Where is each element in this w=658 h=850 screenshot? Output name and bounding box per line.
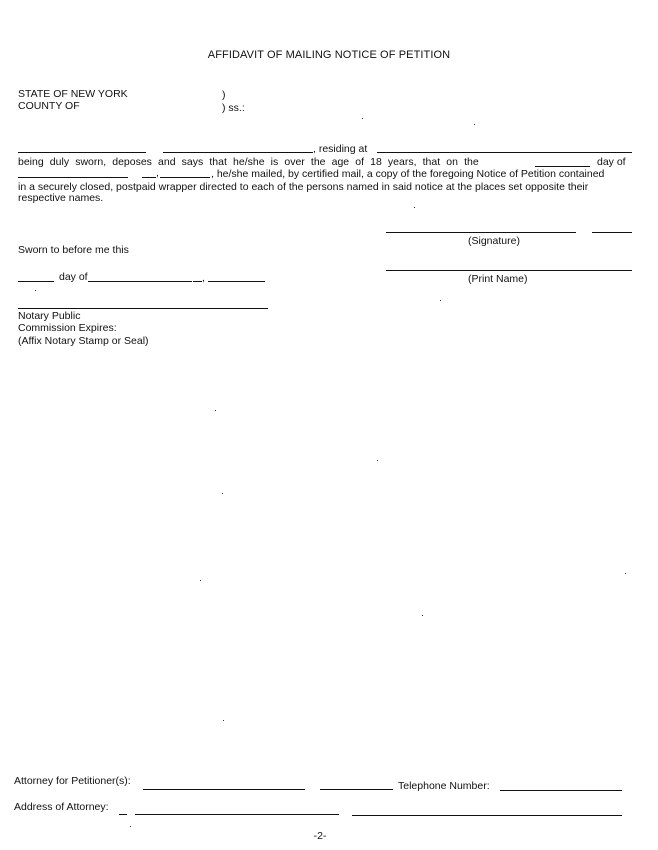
telephone-line[interactable] (500, 790, 622, 791)
signature-line[interactable] (386, 232, 576, 233)
signature-line-tail[interactable] (592, 232, 632, 233)
scan-speck (377, 460, 378, 461)
venue-state: STATE OF NEW YORK (18, 88, 128, 100)
notary-signature-line[interactable] (18, 308, 268, 309)
print-name-label: (Print Name) (468, 273, 528, 285)
scan-speck (440, 300, 441, 301)
scan-speck (625, 573, 626, 574)
page-number: -2- (313, 830, 327, 842)
address-line-c[interactable] (352, 815, 622, 816)
address-line-b[interactable] (135, 814, 339, 815)
deponent-name-line[interactable] (18, 152, 146, 153)
scan-speck (200, 580, 201, 581)
attorney-name-line[interactable] (143, 789, 305, 790)
commission-expires-label: Commission Expires: (18, 322, 117, 334)
scan-speck (222, 493, 223, 494)
sworn-statement-text: being duly sworn, deposes and says that he/she is over the age of 18 years, that on the (18, 156, 479, 168)
scan-speck (223, 720, 224, 721)
mailing-month-line[interactable] (18, 177, 128, 178)
jurat-day-line[interactable] (18, 281, 54, 282)
document-title: AFFIDAVIT OF MAILING NOTICE OF PETITION (207, 49, 451, 61)
scan-speck (35, 290, 36, 291)
address-line-a[interactable] (119, 814, 127, 815)
sworn-before-label: Sworn to before me this (18, 244, 129, 256)
respective-names-text: respective names. (18, 192, 104, 204)
scan-speck (362, 118, 363, 119)
telephone-label: Telephone Number: (398, 780, 490, 792)
venue-paren: ) (222, 89, 226, 101)
mailing-comma: , (156, 167, 159, 179)
jurat-comma: , (202, 272, 205, 284)
residing-at-label: , residing at (313, 143, 368, 155)
jurat-year-line[interactable] (208, 281, 265, 282)
print-name-line[interactable] (386, 270, 632, 271)
scan-speck (130, 826, 131, 827)
venue-county: COUNTY OF (18, 100, 80, 112)
scan-speck (215, 410, 216, 411)
mailing-year-line-b[interactable] (160, 177, 210, 178)
scan-speck (474, 124, 475, 125)
attorney-name-line-2[interactable] (320, 789, 393, 790)
mailing-day-line[interactable] (535, 166, 590, 167)
wrapper-statement-text: in a securely closed, postpaid wrapper directed to each of the persons named in said notice at the places set opposite their (18, 181, 589, 193)
jurat-day-of-label: day of (59, 271, 88, 283)
address-label: Address of Attorney: (14, 801, 109, 813)
mailed-statement-text: , he/she mailed, by certified mail, a copy of the foregoing Notice of Petition contained (211, 168, 605, 180)
affix-stamp-label: (Affix Notary Stamp or Seal) (18, 335, 149, 347)
scan-speck (414, 207, 415, 208)
venue-ss: ) ss.: (222, 102, 245, 114)
signature-label: (Signature) (468, 235, 520, 247)
jurat-month-line-b[interactable] (193, 281, 202, 282)
deponent-name-line-2[interactable] (163, 152, 313, 153)
mailing-year-line-a[interactable] (142, 177, 156, 178)
jurat-month-line[interactable] (88, 281, 192, 282)
day-of-label: day of (597, 156, 626, 168)
notary-public-label: Notary Public (18, 310, 81, 322)
attorney-label: Attorney for Petitioner(s): (14, 775, 131, 787)
scan-speck (422, 615, 423, 616)
residence-line[interactable] (377, 152, 632, 153)
